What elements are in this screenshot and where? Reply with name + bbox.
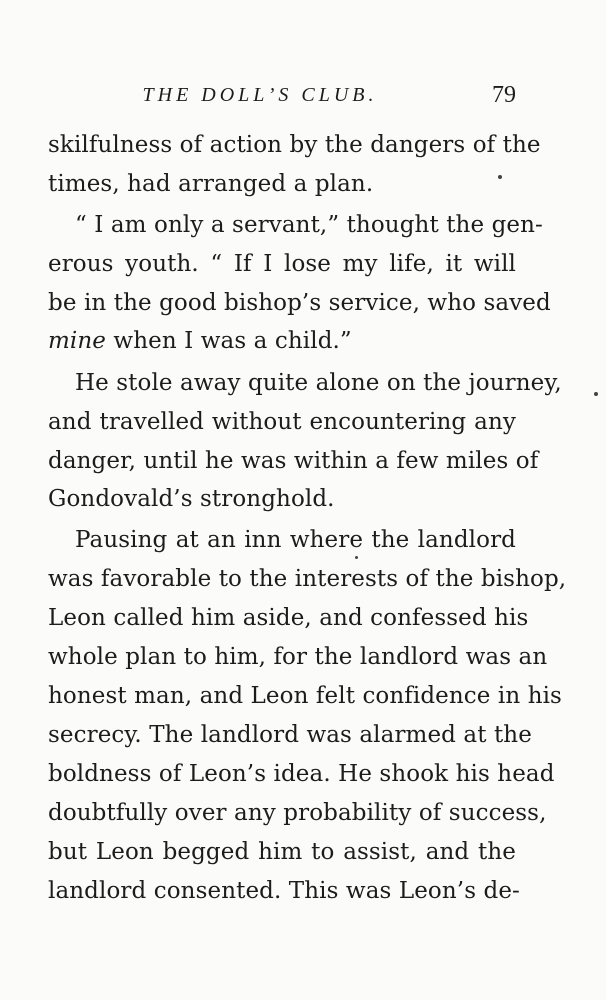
text-line: was favorable to the interests of the bishop, [48, 566, 567, 592]
text-line: but Leon begged him to assist, and the [48, 839, 516, 865]
text-line: whole plan to him, for the landlord was an [48, 644, 548, 670]
text-line: times, had arranged a plan. [48, 171, 374, 197]
text-line-rest: when I was a child.” [113, 328, 352, 354]
running-head [48, 82, 516, 112]
italic-word: mine [48, 328, 106, 354]
text-line: be in the good bishop’s service, who saved [48, 290, 551, 316]
page-number: 79 [492, 82, 516, 108]
text-line: Leon called him aside, and confessed his [48, 605, 529, 631]
text-line: honest man, and Leon felt confidence in his [48, 683, 562, 709]
print-speck [498, 175, 502, 179]
running-title: THE DOLL’S CLUB. [142, 84, 378, 106]
print-speck [355, 556, 358, 559]
text-line: skilfulness of action by the dangers of the [48, 132, 541, 158]
text-line: secrecy. The landlord was alarmed at the [48, 722, 532, 748]
text-line: and travelled without encountering any [48, 409, 516, 435]
text-line: He stole away quite alone on the journey, [75, 370, 562, 396]
text-line: Pausing at an inn where the landlord [75, 527, 516, 553]
text-line: boldness of Leon’s idea. He shook his head [48, 761, 555, 787]
text-line: “ I am only a servant,” thought the gen- [75, 212, 543, 238]
text-line: Gondovald’s stronghold. [48, 486, 335, 512]
print-speck [594, 392, 598, 396]
text-line: doubtfully over any probability of success, [48, 800, 547, 826]
text-line: landlord consented. This was Leon’s de- [48, 878, 520, 904]
text-line-with-italic [48, 324, 516, 358]
text-line: danger, until he was within a few miles of [48, 448, 539, 474]
text-line: erous youth. “ If I lose my life, it will [48, 251, 516, 277]
